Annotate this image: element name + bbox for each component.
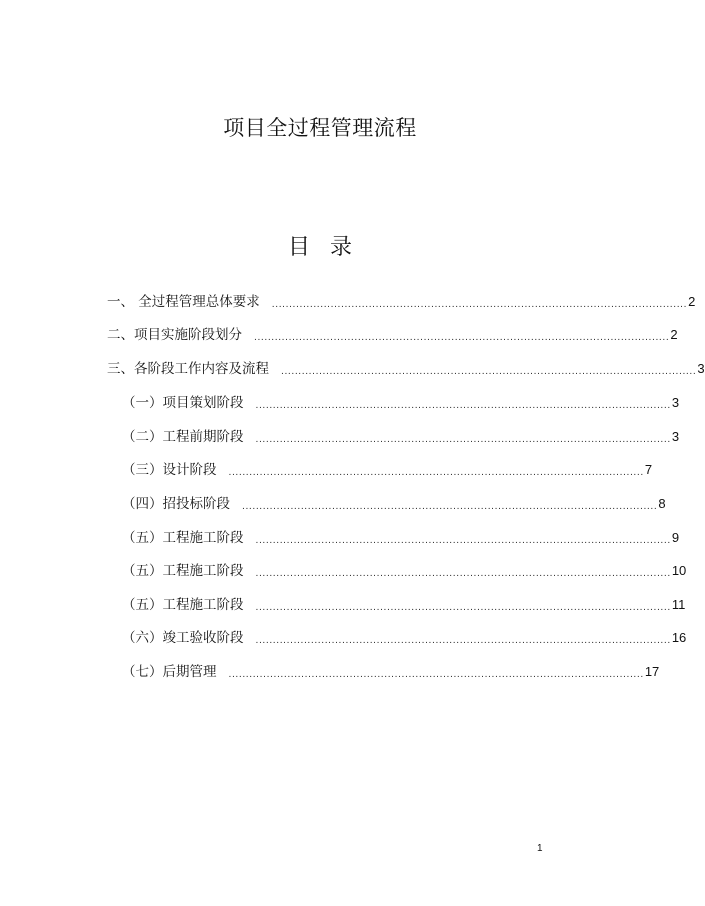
toc-leader-dots: ........................................................................................................................ [254,333,670,343]
toc-entry-label: （七）后期管理 [122,664,217,680]
toc-entry-label: （四）招投标阶段 [122,496,230,512]
toc-entry[interactable] [122,595,686,615]
toc-entry-label: 二、项目实施阶段划分 [107,327,242,343]
toc-entry[interactable] [107,359,705,379]
toc-entry[interactable] [122,528,680,548]
toc-leader-dots: ........................................................................................................................ [255,636,671,646]
toc-leader-dots: ........................................................................................................................ [255,603,671,613]
toc-entry-page: 11 [671,597,686,612]
toc-entry-label: （五）工程施工阶段 [122,597,244,613]
toc-entry-page: 17 [644,664,660,679]
toc-entry-label: （二）工程前期阶段 [122,429,244,445]
toc-entry[interactable] [122,561,687,581]
toc-entry-label: 三、各阶段工作内容及流程 [107,361,269,377]
toc-leader-dots: ........................................................................................................................ [255,536,671,546]
toc-entry-label: （五）工程施工阶段 [122,530,244,546]
toc-leader-dots: ........................................................................................................................ [228,670,644,680]
toc-entry-page: 3 [697,361,705,376]
toc-entry-page: 7 [644,462,653,477]
toc-entry-label: （三）设计阶段 [122,462,217,478]
toc-leader-dots: ........................................................................................................................ [255,435,671,445]
toc-entry-label: （六）竣工验收阶段 [122,630,244,646]
toc-entry[interactable] [122,427,680,447]
toc-heading-char: 录 [330,235,353,260]
toc-entry-page: 16 [671,630,687,645]
toc-entry-page: 2 [670,327,678,342]
toc-entry-page: 3 [671,429,680,444]
toc-entry[interactable] [122,460,653,480]
toc-heading-char: 目 [287,235,310,260]
toc-leader-dots: ........................................................................................................................ [255,401,671,411]
toc-entry-label: （五）工程施工阶段 [122,563,244,579]
toc-leader-dots: ........................................................................................................................ [255,569,671,579]
toc-entry[interactable] [122,494,666,514]
toc-entry[interactable] [107,325,678,345]
toc-entry[interactable] [122,662,660,682]
toc-entry[interactable] [122,628,687,648]
toc-entry-page: 2 [688,294,696,309]
toc-entry[interactable] [122,393,680,413]
page-number: 1 [537,843,543,854]
toc-leader-dots: ........................................................................................................................ [271,300,688,310]
toc-entry[interactable] [107,292,696,312]
toc-leader-dots: ........................................................................................................................ [228,468,644,478]
toc-entry-page: 8 [658,496,666,511]
toc-entry-page: 3 [671,395,680,410]
toc-entry-page: 9 [671,530,680,545]
document-title: 项目全过程管理流程 [223,116,417,140]
toc-entry-label: 一、 全过程管理总体要求 [107,294,260,310]
toc-leader-dots: ........................................................................................................................ [242,502,658,512]
toc-entry-page: 10 [671,563,687,578]
toc-leader-dots: ........................................................................................................................ [281,367,697,377]
toc-entry-label: （一）项目策划阶段 [122,395,244,411]
